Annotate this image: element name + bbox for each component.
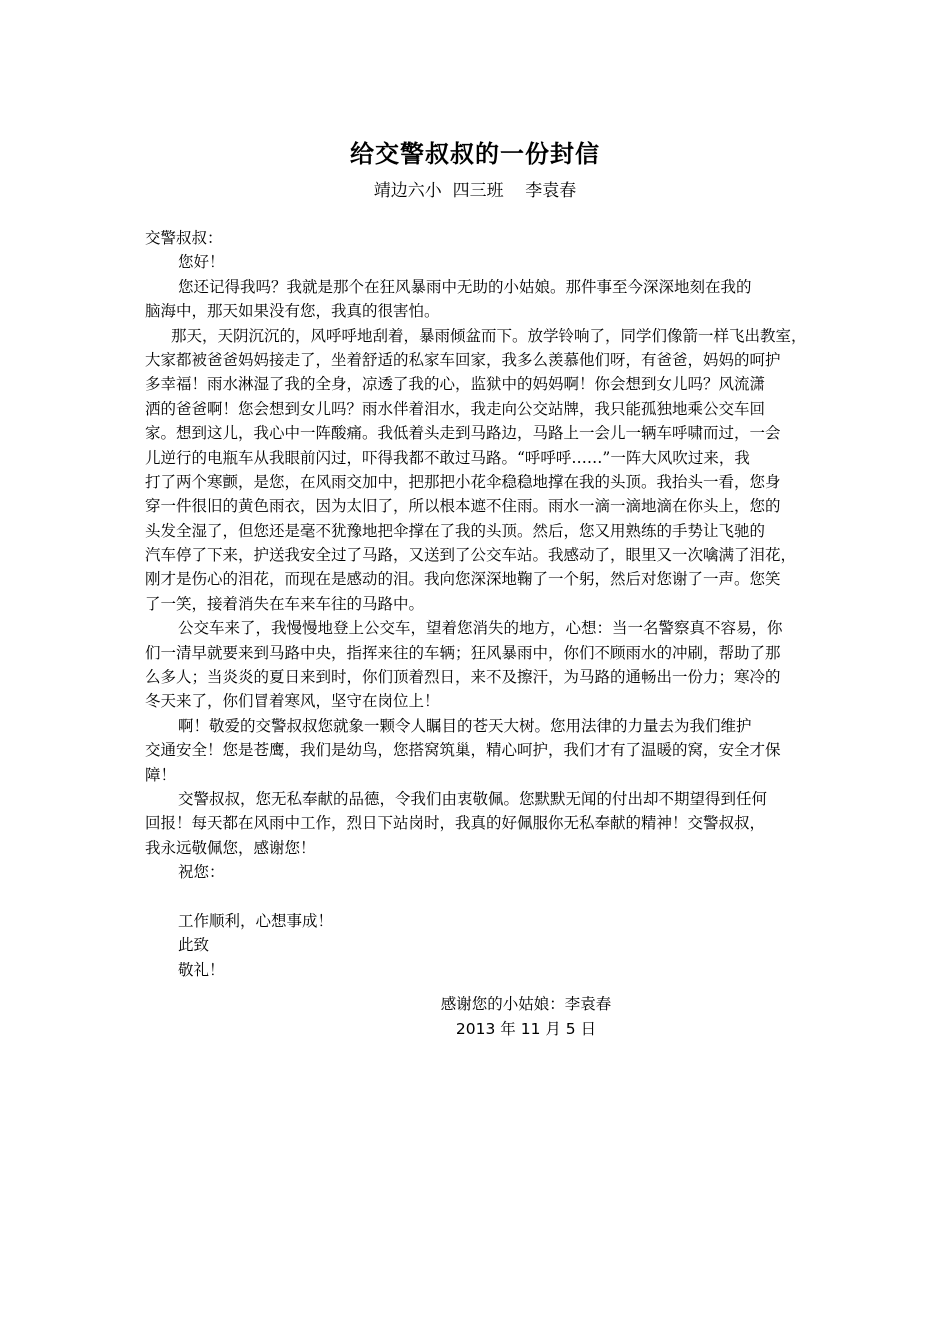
date: 2013 年 11 月 5 日 <box>455 1020 597 1038</box>
paragraph-line: 我永远敬佩您，感谢您！ <box>145 838 316 857</box>
paragraph-line: 大家都被爸爸妈妈接走了，坐着舒适的私家车回家，我多么羡慕他们呀，有爸爸，妈妈的呵护 <box>145 350 781 369</box>
letter-body <box>145 226 810 982</box>
wish-line: 祝您： <box>178 863 225 882</box>
paragraph-line: 汽车停了下来，护送我安全过了马路，又送到了公交车站。我感动了，眼里又一次噙满了泪花， <box>145 546 797 565</box>
paragraph-line: 穿一件很旧的黄色雨衣，因为太旧了，所以根本遮不住雨。雨水一滴一滴地滴在你头上，您的 <box>145 497 781 516</box>
paragraph-line: 洒的爸爸啊！您会想到女儿吗？雨水伴着泪水，我走向公交站牌，我只能孤独地乘公交车回 <box>145 399 766 418</box>
paragraph-line: 们一清早就要来到马路中央，指挥来往的车辆；狂风暴雨中，你们不顾雨水的冲刷，帮助了那 <box>145 643 781 662</box>
paragraph-line: 回报！每天都在风雨中工作，烈日下站岗时，我真的好佩服你无私奉献的精神！交警叔叔， <box>145 814 766 833</box>
paragraph-4 <box>145 714 810 787</box>
paragraph-line: 多幸福！雨水淋湿了我的全身，凉透了我的心，监狱中的妈妈啊！你会想到女儿吗？风流潇 <box>145 375 766 394</box>
paragraph-line: 公交车来了，我慢慢地登上公交车，望着您消失的地方，心想：当一名警察真不容易，你 <box>178 619 783 638</box>
paragraph-line: 么多人；当炎炎的夏日来到时，你们顶着烈日，来不及擦汗，为马路的通畅出一份力；寒冷的 <box>145 668 781 687</box>
closing-line-1: 此致 <box>178 936 210 955</box>
paragraph-line: 儿逆行的电瓶车从我眼前闪过，吓得我都不敢过马路。“呼呼呼……”一阵大风吹过来，我 <box>145 448 750 467</box>
salutation: 交警叔叔： <box>145 229 223 247</box>
paragraph-line: 那天，天阴沉沉的，风呼呼地刮着，暴雨倾盆而下。放学铃响了，同学们像箭一样飞出教室， <box>171 326 807 345</box>
paragraph-line: 家。想到这儿，我心中一阵酸痛。我低着头走到马路边，马路上一会儿一辆车呼啸而过，一会 <box>145 424 781 443</box>
blank-line <box>145 885 810 909</box>
paragraph-line: 头发全湿了，但您还是毫不犹豫地把伞撑在了我的头顶。然后，您又用熟练的手势让飞驰的 <box>145 521 766 540</box>
paragraph-5 <box>145 787 810 860</box>
author-byline: 靖边六小 四三班 李袁春 <box>373 181 577 201</box>
paragraph-1 <box>145 275 810 324</box>
letter-title: 给交警叔叔的一份封信 <box>350 140 600 168</box>
wish-content: 工作顺利，心想事成！ <box>178 911 334 930</box>
paragraph-line: 脑海中，那天如果没有您，我真的很害怕。 <box>145 302 440 321</box>
paragraph-line: 交警叔叔，您无私奉献的品德，令我们由衷敬佩。您默默无闻的付出却不期望得到任何 <box>178 789 768 808</box>
paragraph-line: 交通安全！您是苍鹰，我们是幼鸟，您搭窝筑巢，精心呵护，我们才有了温暖的窝，安全才保 <box>145 741 781 760</box>
paragraph-line: 打了两个寒颤，是您，在风雨交加中，把那把小花伞稳稳地撑在我的头顶。我抬头一看，您身 <box>145 472 781 491</box>
paragraph-line: 了一笑，接着消失在车来车往的马路中。 <box>145 594 425 613</box>
signature: 感谢您的小姑娘：李袁春 <box>440 995 612 1013</box>
paragraph-line: 障！ <box>145 765 177 784</box>
paragraph-line: 您还记得我吗？我就是那个在狂风暴雨中无助的小姑娘。那件事至今深深地刻在我的 <box>178 277 752 296</box>
paragraph-3 <box>145 616 810 714</box>
paragraph-2 <box>145 324 810 617</box>
paragraph-line: 啊！敬爱的交警叔叔您就象一颗令人瞩目的苍天大树。您用法律的力量去为我们维护 <box>178 716 752 735</box>
greeting: 您好！ <box>178 253 225 272</box>
paragraph-line: 冬天来了，你们冒着寒风，坚守在岗位上！ <box>145 692 440 711</box>
closing-line-2: 敬礼！ <box>178 960 225 979</box>
paragraph-line: 刚才是伤心的泪花，而现在是感动的泪。我向您深深地鞠了一个躬，然后对您谢了一声。您笑 <box>145 570 781 589</box>
